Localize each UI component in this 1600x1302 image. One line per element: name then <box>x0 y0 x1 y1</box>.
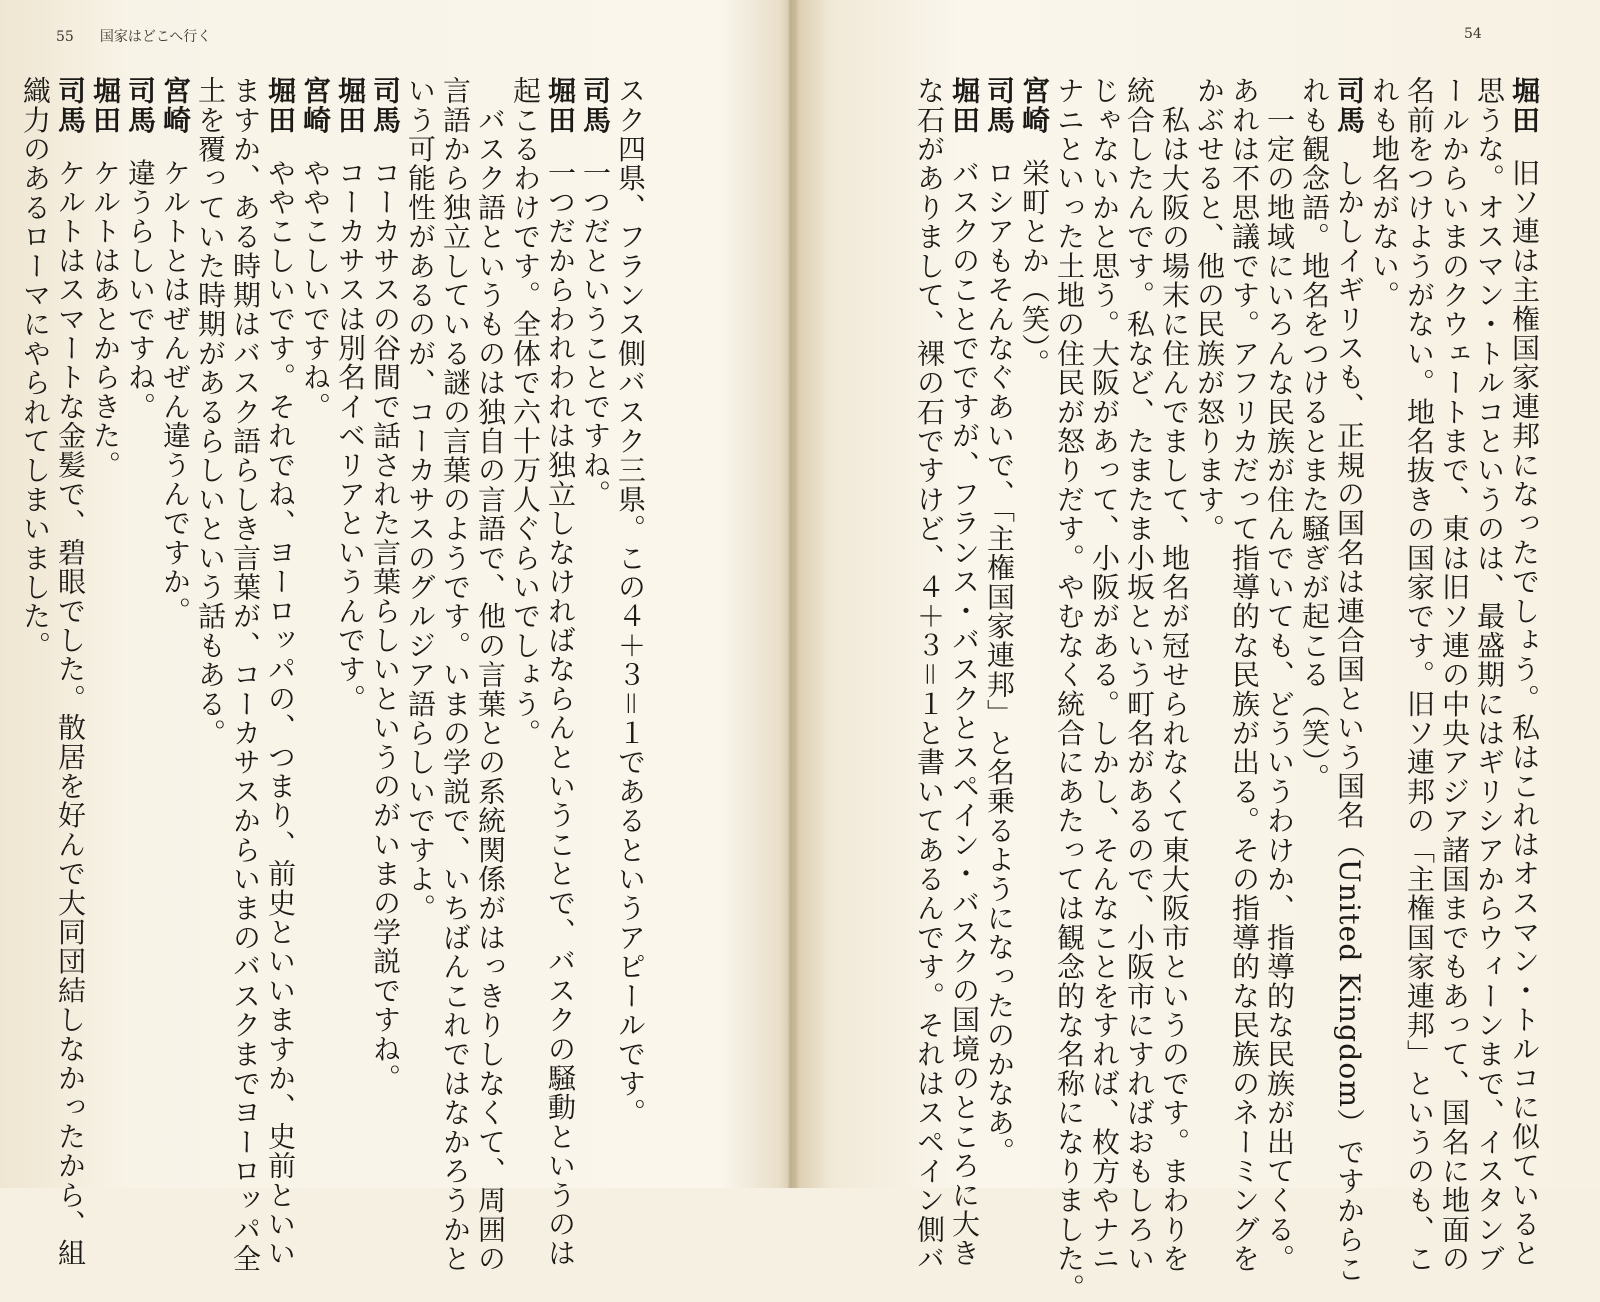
text-line <box>1227 76 1262 1274</box>
line-text: 一定の地域にいろんな民族が住んでいても、どういうわけか、指導的な民族が出てくる。 <box>1263 76 1296 1274</box>
text-line <box>613 76 648 1156</box>
line-text: 一つだということですね。 <box>579 158 612 509</box>
line-text: ケルトはあとからきた。 <box>89 158 122 480</box>
text-line <box>1367 76 1402 1156</box>
text-line <box>158 76 193 1156</box>
line-text: コーカサスの谷間で話された言葉らしいというのがいまの学説ですね。 <box>369 158 402 1093</box>
text-line <box>1087 76 1122 1274</box>
line-text: 思うな。オスマン・トルコというのは、最盛期にはギリシアからウィーンまで、イスタンブ <box>1473 76 1506 1274</box>
text-line <box>368 76 403 1156</box>
right-page-header <box>1464 26 1482 42</box>
line-text: 土を覆っていた時期があるらしいという話もある。 <box>194 76 227 748</box>
line-text: スク四県、フランス側バスク三県。この４＋３＝１であるというアピールです。 <box>614 76 647 1128</box>
text-line <box>982 76 1017 1167</box>
speaker-label: 司馬 <box>1333 76 1366 135</box>
line-text: 旧ソ連は主権国家連邦になったでしょう。私はこれはオスマン・トルコに似ていると <box>1508 158 1541 1268</box>
line-text: バスク語というものは独自の言語で、他の言葉との系統関係がはっきりしなくて、周囲の <box>474 76 507 1274</box>
line-text: 違うらしいですね。 <box>124 158 157 422</box>
text-line <box>88 76 123 1156</box>
text-line <box>1437 76 1472 1274</box>
line-text: な石がありまして、裸の石ですけど、４＋３＝１と書いてあるんです。それはスペイン側バ <box>913 76 946 1274</box>
line-text: ロシアもそんなぐあいで、「主権国家連邦」と名乗るようになったのかなあ。 <box>983 158 1016 1167</box>
text-line <box>298 76 333 1156</box>
text-line <box>18 76 53 1156</box>
left-page-header <box>56 26 211 46</box>
text-line <box>1332 76 1367 1284</box>
line-text: 言語から独立している謎の言葉のようです。いまの学説で、いちばんこれではなかろうかと <box>439 76 472 1274</box>
text-line <box>53 76 88 1268</box>
text-line <box>947 76 982 1268</box>
speaker-label: 堀田 <box>544 76 577 135</box>
text-line <box>1017 76 1052 1156</box>
text-line <box>228 76 263 1274</box>
left-page-number: 55 <box>56 29 74 45</box>
line-text: あれは不思議です。アフリカだって指導的な民族が出る。その指導的な民族のネーミングを <box>1228 76 1261 1274</box>
line-text: かぶせると、他の民族が怒ります。 <box>1193 76 1226 544</box>
text-line <box>578 76 613 1156</box>
line-text: 織力のあるローマにやられてしまいました。 <box>19 76 52 660</box>
text-line <box>1472 76 1507 1274</box>
speaker-label: 司馬 <box>983 76 1016 135</box>
line-text: 統合したんです。私など、たまたま小坂という町名があるので、小阪市にすればおもしろい <box>1123 76 1156 1274</box>
left-page-body <box>19 76 648 1274</box>
speaker-label: 堀田 <box>334 76 367 135</box>
line-text: ールからいまのクウェートまで、東は旧ソ連の中央アジア諸国までもあって、国名に地面の <box>1438 76 1471 1274</box>
speaker-label: 堀田 <box>89 76 122 135</box>
text-line <box>543 76 578 1268</box>
line-text: バスクのことでですが、フランス・バスクとスペイン・バスクの国境のところに大き <box>948 158 981 1268</box>
line-text: 起こるわけです。全体で六十万人ぐらいでしょう。 <box>509 76 542 748</box>
left-page <box>0 0 790 1274</box>
running-head: 国家はどこへ行く <box>99 29 212 45</box>
speaker-label: 宮崎 <box>1018 76 1051 135</box>
text-line <box>508 76 543 1156</box>
text-line <box>193 76 228 1156</box>
line-text: ややこしいですね。 <box>299 158 332 422</box>
text-line <box>1402 76 1437 1274</box>
line-text: いう可能性があるのが、コーカサスのグルジア語らしいですよ。 <box>404 76 437 923</box>
speaker-label: 宮崎 <box>159 76 192 135</box>
line-text: れも観念語。地名をつけるとまた騒ぎが起こる（笑）。 <box>1298 76 1331 792</box>
text-line <box>403 76 438 1156</box>
text-line <box>1157 76 1192 1274</box>
text-line <box>473 76 508 1274</box>
line-text: 私は大阪の場末に住んでまして、地名が冠せられなくて東大阪市というのです。まわりを <box>1158 76 1191 1274</box>
text-line <box>263 76 298 1268</box>
text-line <box>1262 76 1297 1274</box>
line-text: ややこしいです。それでね、ヨーロッパの、つまり、前史といいますか、史前といい <box>264 158 297 1268</box>
line-text: ナニといった土地の住民が怒りだす。やむなく統合にあたっては観念的な名称になりました。 <box>1053 76 1086 1302</box>
text-line <box>1052 76 1087 1302</box>
line-text: ケルトはスマートな金髪で、碧眼でした。散居を好んで大同団結しなかったから、組 <box>54 158 87 1268</box>
line-text: じゃないかと思う。大阪があって、小阪がある。しかし、そんなことをすれば、枚方やナニ <box>1088 76 1121 1274</box>
right-page-number: 54 <box>1464 26 1482 42</box>
text-line <box>1507 76 1542 1268</box>
text-line <box>1297 76 1332 1156</box>
line-text: れも地名がない。 <box>1368 76 1401 310</box>
speaker-label: 堀田 <box>1508 76 1541 135</box>
text-line <box>912 76 947 1274</box>
text-line <box>333 76 368 1156</box>
text-line <box>123 76 158 1156</box>
speaker-label: 司馬 <box>54 76 87 135</box>
line-text: コーカサスは別名イベリアというんです。 <box>334 158 367 714</box>
speaker-label: 司馬 <box>579 76 612 135</box>
line-text: 栄町とか（笑）。 <box>1018 158 1051 378</box>
text-line <box>1122 76 1157 1274</box>
right-page <box>796 0 1600 1302</box>
speaker-label: 司馬 <box>124 76 157 135</box>
line-text: ますか、ある時期はバスク語らしき言葉が、コーカサスからいまのバスクまでヨーロッパ全 <box>229 76 262 1274</box>
line-text: しかしイギリスも、正規の国名は連合国という国名（United Kingdom）ですからこ <box>1333 158 1366 1284</box>
line-text: ケルトとはぜんぜん違うんですか。 <box>159 158 192 626</box>
text-line <box>1192 76 1227 1156</box>
speaker-label: 宮崎 <box>299 76 332 135</box>
line-text: 一つだからわれわれは独立しなければならんということで、バスクの騒動というのは <box>544 158 577 1268</box>
speaker-label: 司馬 <box>369 76 402 135</box>
text-line <box>438 76 473 1274</box>
line-text: 名前をつけようがない。地名抜きの国家です。旧ソ連邦の「主権国家連邦」というのも、こ <box>1403 76 1436 1274</box>
right-page-body <box>852 76 1542 1302</box>
speaker-label: 堀田 <box>264 76 297 135</box>
speaker-label: 堀田 <box>948 76 981 135</box>
